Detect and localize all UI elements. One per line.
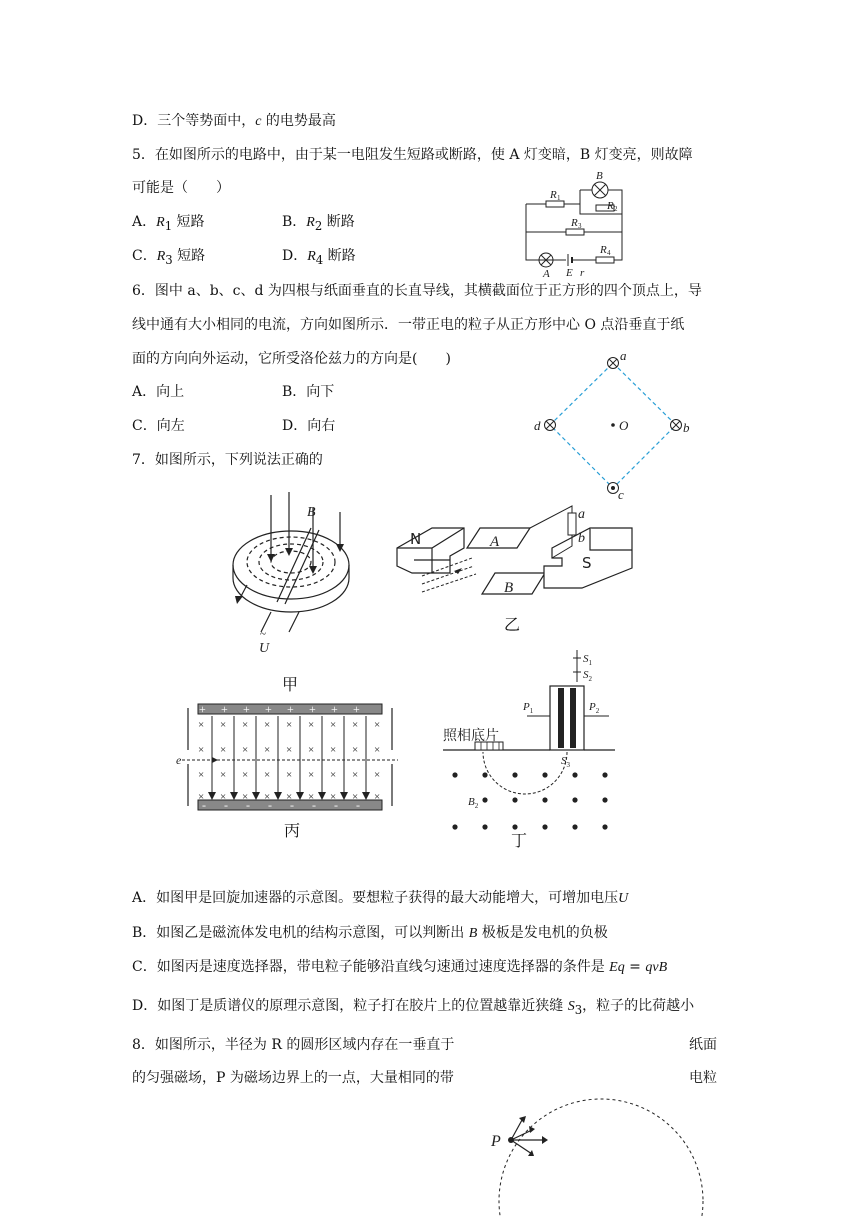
svg-text:-: -	[290, 798, 294, 812]
label-b: b	[683, 420, 690, 435]
svg-text:×: ×	[264, 719, 271, 731]
svg-text:×: ×	[308, 791, 315, 803]
label-r: r	[580, 267, 585, 279]
jia-caption: 甲	[282, 675, 299, 694]
jia-label-b: B	[307, 505, 316, 520]
q5-stem-line2: 可能是（ ）	[132, 180, 230, 196]
svg-text:×: ×	[374, 719, 381, 731]
ding-label-b2: $B_2$	[468, 796, 479, 810]
svg-text:-: -	[312, 798, 316, 812]
q6-square-diagram	[530, 350, 700, 500]
q6-stem-line3: 面的方向向外运动，它所受洛伦兹力的方向是( )	[132, 351, 451, 367]
svg-text:×: ×	[374, 744, 381, 756]
q8-circle-diagram	[486, 1086, 676, 1216]
svg-text:-: -	[268, 798, 272, 812]
q7-option-d: D．如图丁是质谱仪的原理示意图，粒子打在胶片上的位置越靠近狭缝 $S_3$，粒子的比荷越小	[132, 998, 695, 1017]
q7-option-a: A．如图甲是回旋加速器的示意图。要想粒子获得的最大动能增大，可增加电压U	[132, 890, 629, 906]
svg-text:×: ×	[330, 744, 337, 756]
bing-label-e: e	[176, 753, 182, 767]
q6-option-d: D．向右	[282, 418, 336, 434]
label-o: O	[619, 418, 629, 433]
q8-stem-line2b: 电粒	[689, 1070, 717, 1086]
svg-text:×: ×	[198, 791, 205, 803]
yi-label-n: N	[410, 530, 422, 548]
q6-stem-line2: 线中通有大小相同的电流，方向如图所示．一带正电的粒子从正方形中心 O 点沿垂直于纸	[132, 317, 685, 333]
svg-text:×: ×	[220, 769, 227, 781]
ding-label-p1: $P_1$	[523, 701, 534, 715]
svg-text:×: ×	[352, 791, 359, 803]
svg-text:×: ×	[330, 791, 337, 803]
svg-text:4: 4	[607, 249, 611, 257]
svg-text:×: ×	[198, 769, 205, 781]
svg-text:×: ×	[352, 744, 359, 756]
fig-ding-mass-spectrometer	[415, 648, 635, 848]
jia-label-u: U	[259, 641, 270, 656]
svg-text:-: -	[246, 798, 250, 812]
svg-text:×: ×	[330, 769, 337, 781]
svg-text:+: +	[199, 702, 206, 716]
q5-option-c: C．$R_3$ 短路	[132, 248, 206, 267]
label-d: d	[534, 418, 541, 433]
label-r4: R	[600, 244, 607, 256]
q6-stem-line1: 6．图中 a、b、c、d 为四根与纸面垂直的长直导线，其横截面位于正方形的四个顶点上，导	[132, 283, 702, 299]
bing-caption: 丙	[284, 821, 301, 840]
svg-text:×: ×	[308, 769, 315, 781]
q8-stem-line1b: 纸面	[689, 1037, 717, 1053]
svg-text:×: ×	[286, 744, 293, 756]
fig-jia-cyclotron	[225, 490, 365, 694]
svg-text:+: +	[243, 702, 250, 716]
q5-circuit-diagram	[516, 168, 636, 280]
svg-text:×: ×	[352, 769, 359, 781]
svg-text:×: ×	[220, 719, 227, 731]
svg-text:×: ×	[308, 719, 315, 731]
svg-text:×: ×	[264, 791, 271, 803]
svg-text:-: -	[356, 798, 360, 812]
label-r1: R	[550, 189, 557, 201]
q5-option-a: A．$R_1$ 短路	[132, 214, 205, 233]
svg-text:+: +	[265, 702, 272, 716]
svg-text:×: ×	[308, 744, 315, 756]
svg-text:×: ×	[374, 769, 381, 781]
svg-text:3: 3	[578, 222, 582, 230]
svg-text:×: ×	[264, 769, 271, 781]
svg-text:-: -	[202, 798, 206, 812]
svg-text:×: ×	[242, 769, 249, 781]
yi-label-b-plate: B	[504, 580, 514, 596]
ding-label-s1: $S_1$	[583, 653, 592, 667]
yi-label-a-terminal: a	[578, 507, 585, 522]
label-r3: R	[571, 217, 578, 229]
svg-text:×: ×	[220, 744, 227, 756]
q4-option-d: D．三个等势面中，c 的电势最高	[132, 113, 336, 129]
q7-option-c: C．如图丙是速度选择器，带电粒子能够沿直线匀速通过速度选择器的条件是 Eq = qvB	[132, 959, 668, 975]
q8-stem-line1a: 8．如图所示，半径为 R 的圆形区域内存在一垂直于	[132, 1037, 455, 1053]
svg-text:2: 2	[614, 205, 618, 213]
ding-label-s2: $S_2$	[583, 669, 592, 683]
svg-text:×: ×	[220, 791, 227, 803]
svg-text:×: ×	[242, 719, 249, 731]
svg-text:×: ×	[286, 719, 293, 731]
svg-text:×: ×	[352, 719, 359, 731]
yi-label-b-terminal: b	[578, 531, 585, 546]
svg-text:×: ×	[330, 719, 337, 731]
svg-text:+: +	[287, 702, 294, 716]
q6-option-a: A．向上	[132, 384, 185, 400]
svg-text:×: ×	[286, 791, 293, 803]
jia-tilde: ~	[260, 628, 266, 640]
q5-option-d: D．$R_4$ 断路	[282, 248, 356, 267]
yi-label-s: S	[582, 554, 592, 572]
svg-text:-: -	[224, 798, 228, 812]
q5-option-b: B．$R_2$ 断路	[282, 214, 355, 233]
label-a: a	[620, 348, 627, 363]
label-r2: R	[607, 200, 614, 212]
yi-label-a-plate: A	[490, 534, 500, 550]
svg-text:1: 1	[557, 194, 561, 202]
svg-text:×: ×	[374, 791, 381, 803]
fig-bing-velocity-selector	[172, 702, 404, 842]
svg-text:+: +	[309, 702, 316, 716]
ding-label-p2: $P_2$	[589, 701, 600, 715]
label-lamp-a: A	[543, 268, 550, 280]
label-lamp-b: B	[596, 170, 603, 182]
yi-caption: 乙	[504, 615, 521, 634]
ding-label-s3: $S_3$	[561, 755, 570, 769]
q8-label-p: P	[491, 1133, 501, 1150]
svg-text:×: ×	[264, 744, 271, 756]
label-e: E	[566, 267, 573, 279]
svg-text:×: ×	[198, 719, 205, 731]
label-c: c	[618, 487, 624, 502]
fig-yi-mhd-generator	[392, 498, 652, 638]
q7-option-b: B．如图乙是磁流体发电机的结构示意图，可以判断出 B 极板是发电机的负极	[132, 925, 608, 941]
ding-caption: 丁	[511, 831, 528, 850]
svg-text:×: ×	[198, 744, 205, 756]
q6-option-b: B．向下	[282, 384, 335, 400]
q7-stem: 7．如图所示，下列说法正确的	[132, 452, 323, 468]
q5-stem-line1: 5．在如图所示的电路中，由于某一电阻发生短路或断路，使 A 灯变暗，B 灯变亮，则故障	[132, 147, 693, 163]
svg-text:+: +	[353, 702, 360, 716]
svg-text:-: -	[334, 798, 338, 812]
q8-stem-line2a: 的匀强磁场，P 为磁场边界上的一点，大量相同的带	[132, 1070, 454, 1086]
q6-option-c: C．向左	[132, 418, 185, 434]
ding-film-label: 照相底片	[443, 728, 499, 744]
svg-text:+: +	[331, 702, 338, 716]
svg-text:×: ×	[242, 744, 249, 756]
svg-text:×: ×	[242, 791, 249, 803]
svg-text:×: ×	[286, 769, 293, 781]
svg-text:+: +	[221, 702, 228, 716]
